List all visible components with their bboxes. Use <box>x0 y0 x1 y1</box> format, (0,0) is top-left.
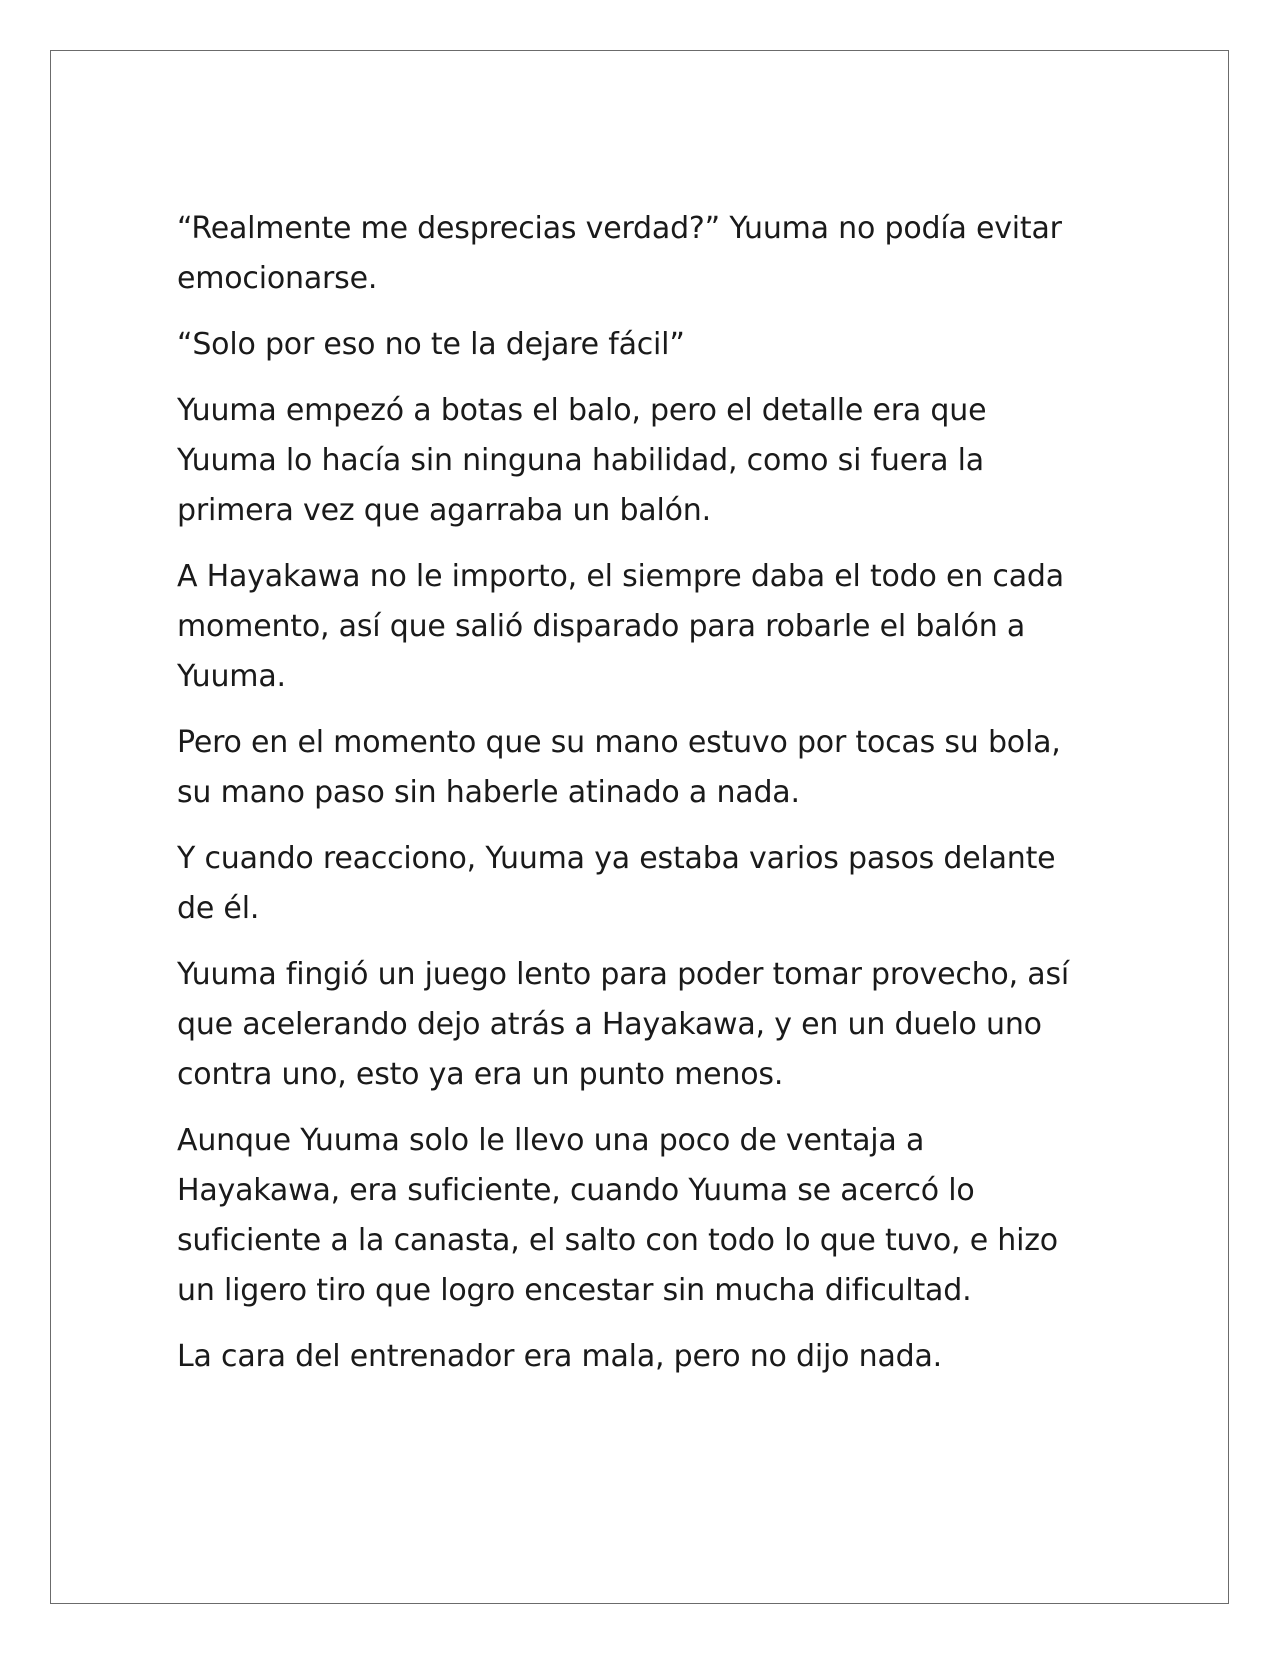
text-line: Y cuando reacciono, Yuuma ya estaba varios pasos delante <box>177 841 1056 876</box>
document-body <box>177 204 1117 1398</box>
paragraph-6 <box>177 834 1117 934</box>
text-line: Yuuma. <box>177 659 286 694</box>
text-line: de él. <box>177 891 260 926</box>
paragraph-1 <box>177 204 1117 304</box>
text-line: primera vez que agarraba un balón. <box>177 493 711 528</box>
text-line: suficiente a la canasta, el salto con todo lo que tuvo, e hizo <box>177 1223 1058 1258</box>
paragraph-4 <box>177 552 1117 702</box>
text-line: su mano paso sin haberle atinado a nada. <box>177 775 800 810</box>
paragraph-3 <box>177 386 1117 536</box>
paragraph-5 <box>177 718 1117 818</box>
text-line: A Hayakawa no le importo, el siempre daba el todo en cada <box>177 559 1064 594</box>
text-line: “Solo por eso no te la dejare fácil” <box>177 327 685 362</box>
text-line: Aunque Yuuma solo le llevo una poco de ventaja a <box>177 1123 925 1158</box>
text-line: que acelerando dejo atrás a Hayakawa, y en un duelo uno <box>177 1007 1042 1042</box>
text-line: La cara del entrenador era mala, pero no dijo nada. <box>177 1339 943 1374</box>
text-line: momento, así que salió disparado para robarle el balón a <box>177 609 1026 644</box>
paragraph-8 <box>177 1116 1117 1316</box>
text-line: Yuuma fingió un juego lento para poder tomar provecho, así <box>177 957 1070 992</box>
text-line: “Realmente me desprecias verdad?” Yuuma no podía evitar <box>177 211 1062 246</box>
text-line: Pero en el momento que su mano estuvo por tocas su bola, <box>177 725 1061 760</box>
paragraph-2 <box>177 320 1117 370</box>
text-line: contra uno, esto ya era un punto menos. <box>177 1057 784 1092</box>
text-line: Yuuma lo hacía sin ninguna habilidad, como si fuera la <box>177 443 984 478</box>
paragraph-7 <box>177 950 1117 1100</box>
text-line: Hayakawa, era suficiente, cuando Yuuma se acercó lo <box>177 1173 975 1208</box>
text-line: Yuuma empezó a botas el balo, pero el detalle era que <box>177 393 987 428</box>
text-line: un ligero tiro que logro encestar sin mucha dificultad. <box>177 1273 972 1308</box>
paragraph-9 <box>177 1332 1117 1382</box>
text-line: emocionarse. <box>177 261 378 296</box>
